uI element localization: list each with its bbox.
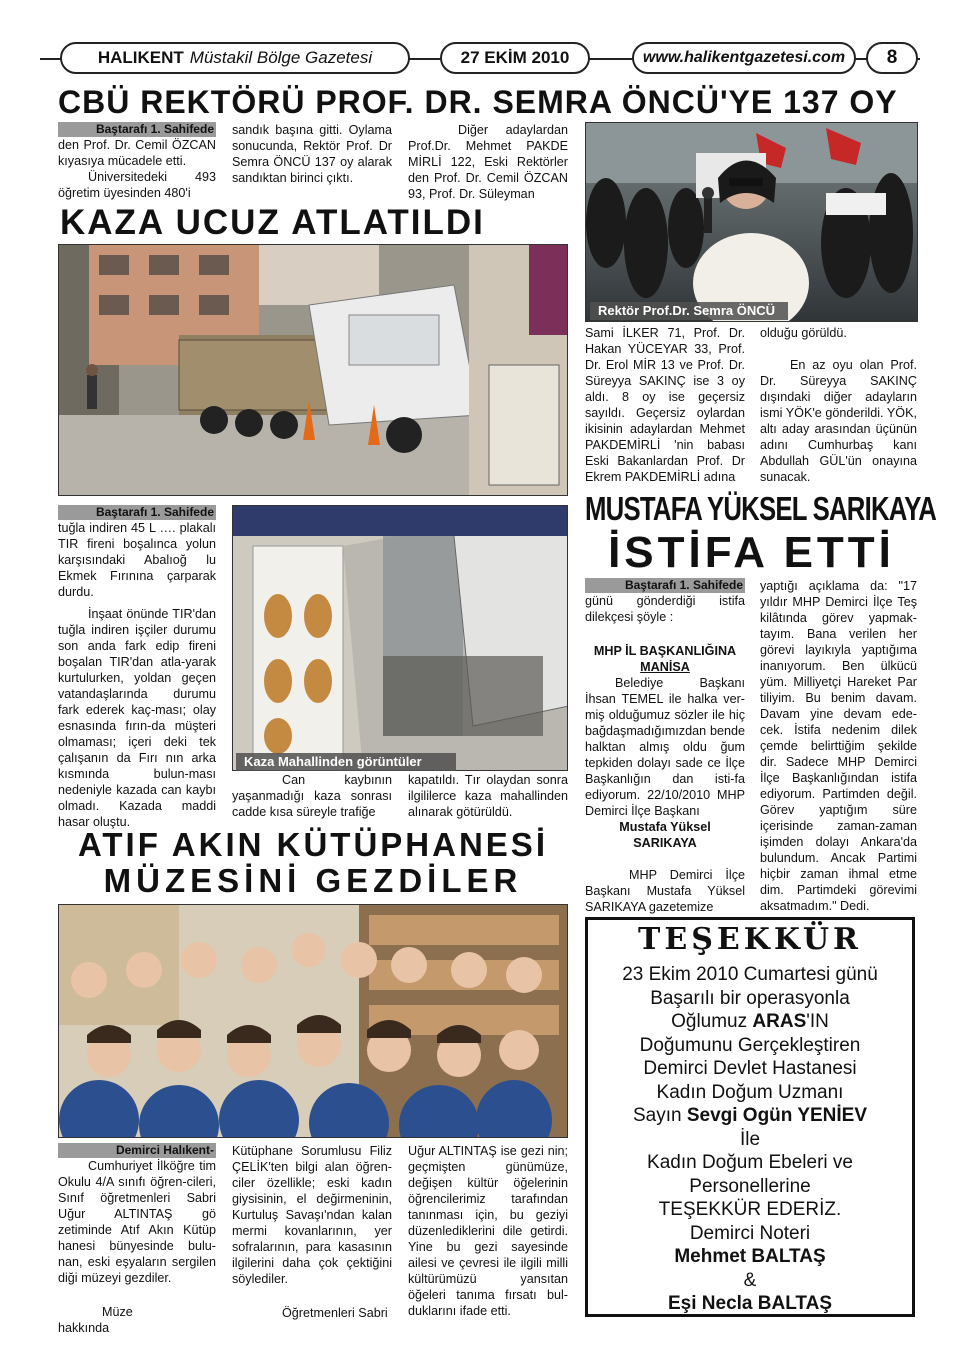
rektor-headline: CBÜ REKTÖRÜ PROF. DR. SEMRA ÖNCÜ'YE 137 OY: [58, 84, 898, 120]
tesekkur-title: TEŞEKKÜR: [638, 922, 862, 957]
kutuphane-col-1-text-b: Müze hakkında: [58, 1305, 133, 1335]
sarikaya-addressee-city: MANİSA: [640, 660, 690, 674]
doctor-name: Sevgi Ogün YENİEV: [686, 1105, 868, 1126]
tesekkur-line: Demirci Devlet Hastanesi: [643, 1058, 857, 1079]
rektor-col-5-text-a: olduğu görüldü.: [760, 326, 847, 340]
truck-crash-illustration: [59, 245, 568, 496]
kutuphane-col-1-text-a: Cumhuriyet İlköğre tim Okulu 4/A sınıfı öğren-cileri, Sınıf öğretmenleri Sabri Uğur ALTINTAŞ gö zetiminde Atıf Akın Kütüp hanesi bünyesinde bulu-nan, eski eşyaların sergilen diği müzeyi gezdiler.: [58, 1159, 216, 1285]
kaza-col-1-text-b: İnşaat önünde TIR'dan tuğla indiren işçiler durumu son anda fark edip fireni boşalan TIR'dan atla-yarak kurtulurken, yoldan geçen vatandaşlarında durumu fark ederek kaç-ması; olay esnasında fırın-da müşteri olmaması; içeri deki tek çalışanın da Fırı nın arka kısmında bulun-ması nedeniyle kazada can kaybı olmadı. Kazada maddi hasar oluştu.: [58, 607, 216, 829]
rektor-kicker: Baştarafı 1. Sahifede: [58, 122, 216, 137]
tesekkur-line: Kadın Doğum Ebeleri ve: [647, 1152, 853, 1173]
sarikaya-headline-2: İSTİFA ETTİ: [608, 528, 895, 577]
kutuphane-headline-1: ATIF AKIN KÜTÜPHANESİ: [78, 826, 548, 863]
rektor-col-2: sandık başına gitti. Oylama sonucunda, Rektör Prof. Dr Semra ÖNCÜ 137 oy alarak sandıktan birinci çıktı.: [232, 123, 392, 185]
newspaper-name: HALIKENT: [97, 48, 184, 67]
rektor-col-1-text-b: Üniversitedeki 493 öğretim üyesinden 480'i: [58, 170, 216, 200]
kaza-col-1-text-a: tuğla indiren 45 L …. plakalı TIR fireni boşalınca yolun karşısındaki Abalıoğ lu Ekmek Fırınına çarparak durdu.: [58, 521, 216, 599]
baby-name: ARAS: [752, 1011, 807, 1032]
tesekkur-text: 'IN: [806, 1011, 829, 1032]
sarikaya-col-1-text-b: Belediye Başkanı İhsan TEMEL ile halka ver-miş olduğumuz sözler ile hiç bağdaşmadığımızdan bende halktan almış oldu ğum tepkiden dolayı sade ce İlçe Başkanlığın dan isti-fa ediyorum. 22/10/2010 MHP Demirci İlçe Başkanı: [585, 676, 745, 818]
tesekkur-line: [588, 1104, 912, 1128]
masthead-title: [60, 42, 410, 74]
bakery-crash-illustration: [233, 506, 568, 771]
kaza-kicker: Baştarafı 1. Sahifede: [58, 505, 216, 520]
issue-date: 27 EKİM 2010: [440, 42, 590, 74]
kutuphane-col-3: Uğur ALTINTAŞ ise gezi nin; geçmişten günümüze, değişen kültür öğelerinin öğrencilerimiz tarafından tanınması için, bu geziyi düzenlediklerini dile getirdi. Yine bu gezi sayesinde ailesi ve çevresi ile ilgili milli kültürümüzü yansıtan öğeleri tanıma fırsatı bul-duklarını ifade etti.: [408, 1144, 568, 1318]
rektor-photo-caption: Rektör Prof.Dr. Semra ÖNCÜ: [590, 302, 788, 320]
tesekkur-line: Başarılı bir operasyonla: [650, 987, 850, 1009]
sarikaya-signature-1: Mustafa Yüksel: [619, 820, 711, 834]
rektor-col-1: [58, 122, 216, 201]
sarikaya-headline-1: MUSTAFA YÜKSEL SARIKAYA: [585, 490, 937, 527]
rektor-photo-illustration: [586, 123, 918, 322]
rektor-photo: [585, 122, 918, 322]
sarikaya-col-2: yaptığı açıklama da: "17 yıldır MHP Demirci İlçe Teş kilâtında görev yapmak-tayım. Bana verilen her görevi layıkıyla yaptığıma inanıyorum. Ben ülkücü yüm. Milliyetçi Hareket Par tiliyim. Bu benim davam. Davam yine devam ede-cek. İstifa nedenim dilek çemde belirttiğim şekilde dir. Sadece MHP Demirci İlçe Başkanlığından istifa ediyorum. Partimden değil. Görev yaptığım süre içerisinde zaman-zaman işimden dolayı Ankara'da bulundum. Ancak Partimi hiçbir zaman ihmal etme dim. Partimdeki görevimi aksatmadım." Dedi.: [760, 579, 917, 913]
tesekkur-line: 23 Ekim 2010 Cumartesi günü: [622, 964, 878, 985]
page-number: 8: [866, 42, 918, 74]
sarikaya-signature-2: SARIKAYA: [633, 836, 697, 850]
kutuphane-headline-2: MÜZESİNİ GEZDİLER: [103, 862, 523, 899]
kutuphane-kicker: Demirci Halıkent-: [58, 1143, 216, 1158]
sarikaya-addressee: MHP İL BAŞKANLIĞINA: [593, 644, 737, 658]
kutuphane-photo: [58, 904, 568, 1138]
sarikaya-col-1-text-c: MHP Demirci İlçe Başkanı Mustafa Yüksel SARIKAYA gazetemize: [585, 868, 745, 914]
rektor-col-5: [760, 325, 917, 485]
rektor-col-3: Diğer adaylardan Prof.Dr. Mehmet PAKDE MİRLİ 122, Eski Rektörler den Prof. Dr. Cemil ÖZCAN 93, Prof. Dr. Süleyman: [408, 123, 568, 201]
kaza-photo-caption: Kaza Mahallinden görüntüler: [236, 753, 456, 771]
rektor-col-1-text: den Prof. Dr. Cemil ÖZCAN kıyasıya mücadele etti.: [58, 138, 216, 168]
signer-name: Mehmet BALTAŞ: [674, 1246, 826, 1267]
kaza-col-1: [58, 505, 216, 830]
tesekkur-line: Doğumunu Gerçekleştiren: [639, 1034, 861, 1056]
sarikaya-col-1-text-a: günü gönderdiği istifa dilekçesi şöyle :: [585, 594, 745, 624]
kaza-col-3: kapatıldı. Tır olaydan sonra ilgililerce kaza mahallinden alınarak götürüldü.: [408, 773, 568, 819]
newspaper-subtitle: Müstakil Bölge Gazetesi: [189, 48, 373, 67]
kaza-headline: KAZA UCUZ ATLATILDI: [60, 203, 485, 242]
tesekkur-ad: [585, 917, 915, 1317]
sarikaya-col-1: [585, 578, 745, 915]
tesekkur-text: Oğlumuz: [671, 1011, 753, 1032]
kaza-col-2: Can kaybının yaşanmadığı kaza sonrası cadde kısa süreyle trafiğe: [232, 773, 392, 819]
tesekkur-text: Sayın: [632, 1105, 687, 1126]
tesekkur-line: İle: [739, 1128, 761, 1150]
tesekkur-line: TEŞEKKÜR EDERİZ.: [658, 1199, 842, 1220]
signer-spouse-name: Eşi Necla BALTAŞ: [667, 1293, 832, 1314]
kutuphane-col-1: [58, 1143, 216, 1336]
sarikaya-kicker: Baştarafı 1. Sahifede: [585, 578, 745, 593]
kaza-photo-second: [232, 505, 568, 771]
tesekkur-line: Demirci Noteri: [689, 1222, 811, 1244]
website[interactable]: www.halikentgazetesi.com: [632, 42, 856, 74]
tesekkur-line: &: [743, 1269, 757, 1291]
tesekkur-line: [588, 1010, 912, 1034]
students-illustration: [59, 905, 568, 1138]
kaza-photo-main: [58, 244, 568, 496]
rektor-col-4: Sami İLKER 71, Prof. Dr. Hakan YÜCEYAR 33, Prof. Dr. Erol MİR 13 ve Prof. Dr. Süreyya SAKINÇ ise 3 oy aldı. 8 oy ise geçersiz sayıldı. Geçersiz oylardan ikisinin adaylardan Mehmet PAKDEMİRLİ 'nin babası Eski Bakanlardan Prof. Dr Ekrem PAKDEMİRLİ adına: [585, 326, 745, 484]
rektor-col-5-text-b: En az oyu olan Prof. Dr. Süreyya SAKINÇ dışındaki diğer adayların ismi YÖK'e gönderildi. YÖK, altı aday arasından üçünün adını Cumhurbaş kanı Abdullah GÜL'ün onayına sunacak.: [760, 358, 917, 484]
tesekkur-line: Kadın Doğum Uzmanı: [656, 1081, 844, 1103]
kutuphane-col-2-text-b: Öğretmenleri Sabri: [282, 1306, 388, 1320]
kutuphane-col-2-text-a: Kütüphane Sorumlusu Filiz ÇELİK'ten bilgi alan öğren-ciler özellikle; eski kadın giysisinin, el değirmeninin, Kurtuluş Savaşı'ndan kalan mermi kovanlarının, yer sofralarının, para kasasının ilgilerini daha çok çektiğini söylediler.: [232, 1144, 392, 1286]
tesekkur-line: Personellerine: [689, 1175, 811, 1197]
kutuphane-col-2: [232, 1143, 392, 1321]
